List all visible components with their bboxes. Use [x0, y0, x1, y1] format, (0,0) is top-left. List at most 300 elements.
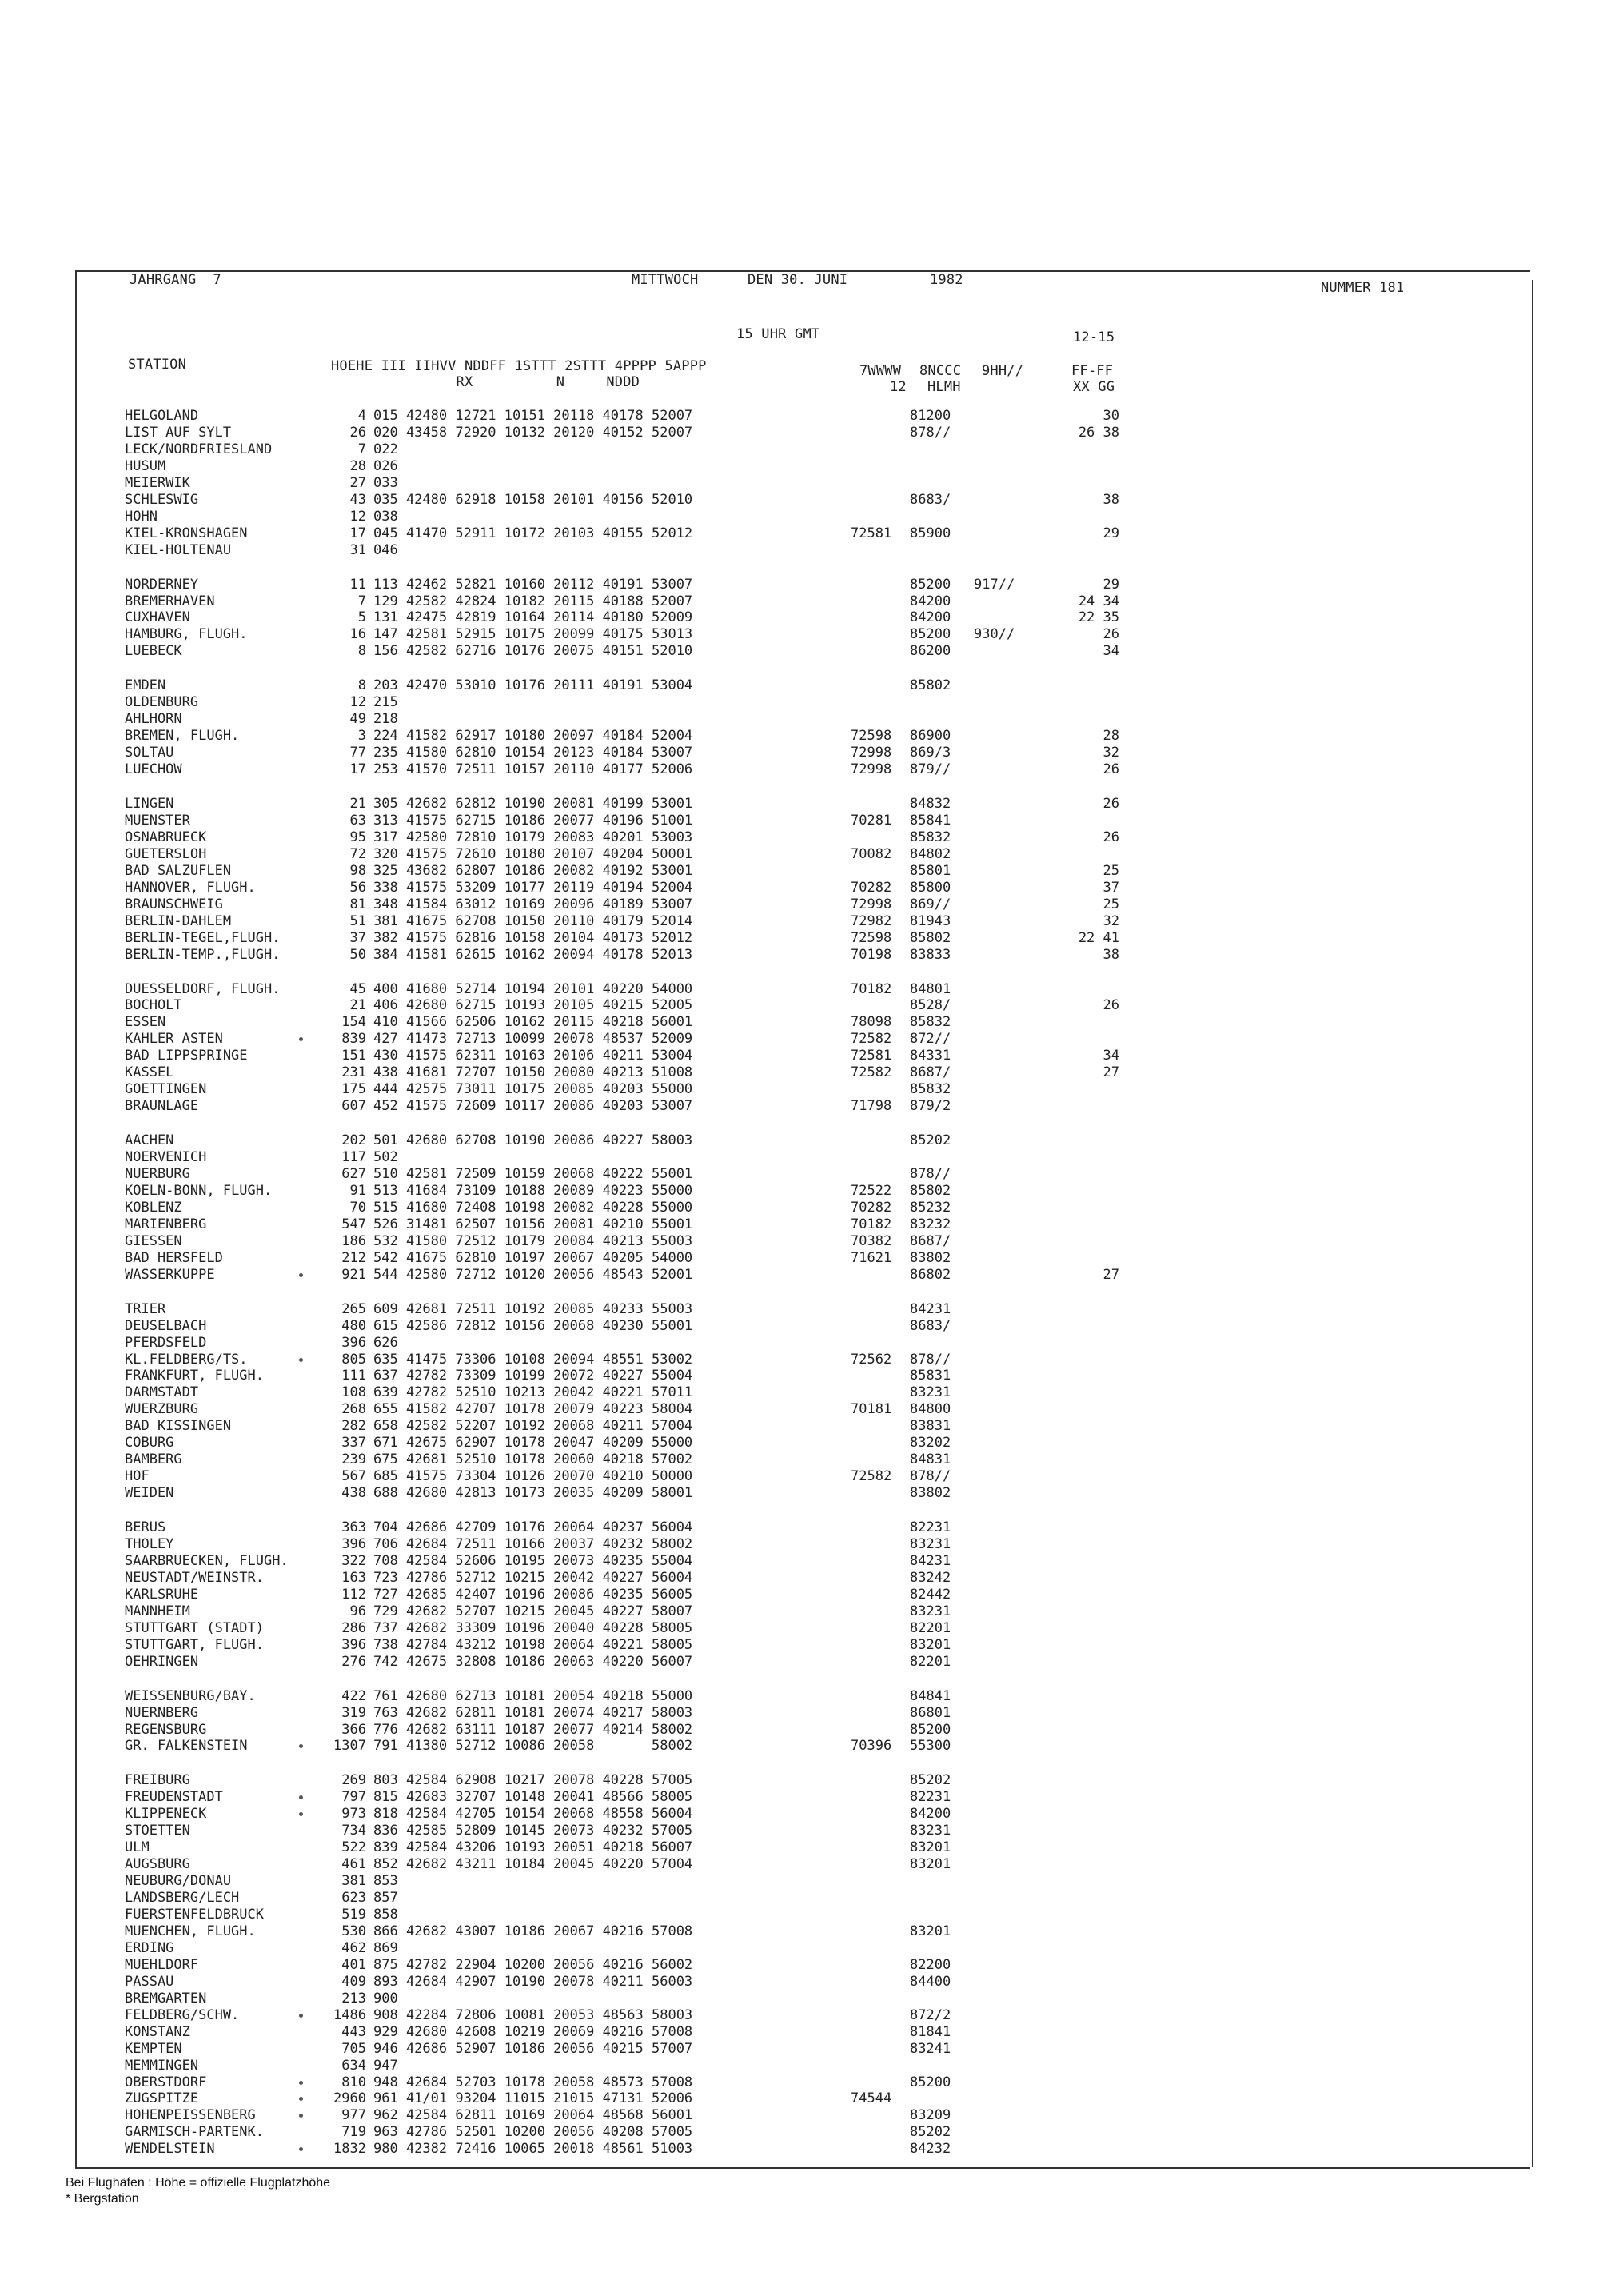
group-8nccc: 82442	[910, 1586, 951, 1603]
mountain-station-marker	[299, 1358, 303, 1362]
code-groups: 515 41680 72408 10198 20082 40228 55000	[373, 1199, 693, 1216]
code-groups: 818 42584 42705 10154 20068 48558 56004	[373, 1806, 693, 1823]
code-groups: 427 41473 72713 10099 20078 48537 52009	[373, 1031, 693, 1048]
code-groups: 963 42786 52501 10200 20056 40208 57005	[373, 2124, 693, 2141]
station-name: FELDBERG/SCHW.	[125, 2007, 240, 2023]
group-8nccc: 83231	[910, 1823, 951, 1839]
station-name: BRAUNSCHWEIG	[125, 896, 223, 912]
group-ff: 37	[1103, 879, 1119, 896]
station-name: HANNOVER, FLUGH.	[125, 879, 256, 896]
group-8nccc: 84800	[910, 1401, 951, 1418]
col-ff: FF-FF	[1071, 363, 1114, 379]
station-name: AHLHORN	[125, 711, 182, 728]
group-ff: 38	[1103, 491, 1119, 508]
station-name: BERUS	[125, 1519, 166, 1536]
hoehe-cell: 37	[349, 929, 366, 946]
code-groups: 723 42786 52712 10215 20042 40227 56004	[373, 1569, 693, 1586]
group-8nccc: 84231	[910, 1552, 951, 1569]
station-name: LINGEN	[125, 796, 174, 812]
group-7wwww: 70282	[851, 879, 892, 896]
hoehe-cell: 522	[341, 1839, 366, 1856]
code-groups: 946 42686 52907 10186 20056 40215 57007	[373, 2040, 693, 2057]
code-groups: 869	[373, 1939, 398, 1956]
code-groups: 026	[373, 457, 398, 474]
hoehe-cell: 461	[341, 1856, 366, 1873]
station-name: LECK/NORDFRIESLAND	[125, 441, 273, 457]
group-8nccc: 85832	[910, 1014, 951, 1031]
station-name: GUETERSLOH	[125, 845, 207, 862]
station-name: MUEHLDORF	[125, 1956, 199, 1973]
group-ff: 29	[1103, 525, 1119, 541]
station-name: DARMSTADT	[125, 1384, 199, 1401]
hoehe-cell: 627	[341, 1166, 366, 1182]
station-name: HOHENPEISSENBERG	[125, 2107, 256, 2124]
hoehe-cell: 17	[349, 525, 366, 541]
hoehe-cell: 438	[341, 1485, 366, 1502]
group-7wwww: 70198	[851, 946, 892, 963]
hoehe-cell: 319	[341, 1704, 366, 1721]
station-name: STUTTGART, FLUGH.	[125, 1636, 264, 1653]
group-ff: 26	[1103, 997, 1119, 1014]
group-8nccc: 85200	[910, 1721, 951, 1738]
code-groups: 858	[373, 1907, 398, 1923]
group-8nccc: 82201	[910, 1619, 951, 1636]
hoehe-cell: 63	[349, 812, 366, 829]
hoehe-cell: 810	[341, 2074, 366, 2090]
group-8nccc: 878//	[910, 1351, 951, 1368]
group-8nccc: 878//	[910, 424, 951, 441]
code-groups: 615 42586 72812 10156 20068 40230 55001	[373, 1317, 693, 1334]
group-8nccc: 84200	[910, 1806, 951, 1823]
code-groups: 609 42681 72511 10192 20085 40233 55003	[373, 1300, 693, 1317]
hoehe-cell: 567	[341, 1468, 366, 1485]
group-8nccc: 81943	[910, 912, 951, 929]
hoehe-cell: 239	[341, 1451, 366, 1468]
header-year: 1982	[930, 272, 963, 288]
station-name: ULM	[125, 1839, 150, 1856]
header-weekday: MITTWOCH	[632, 272, 699, 288]
station-name: MEIERWIK	[125, 474, 190, 491]
code-groups: 857	[373, 1890, 398, 1907]
hoehe-cell: 56	[349, 879, 366, 896]
code-groups: 317 42580 72810 10179 20083 40201 53003	[373, 829, 693, 845]
group-8nccc: 85802	[910, 929, 951, 946]
hoehe-cell: 50	[349, 946, 366, 963]
station-name: BOCHOLT	[125, 997, 182, 1014]
group-8nccc: 8683/	[910, 1317, 951, 1334]
group-8nccc: 85800	[910, 879, 951, 896]
station-name: NEUBURG/DONAU	[125, 1873, 232, 1890]
hoehe-cell: 95	[349, 829, 366, 845]
group-8nccc: 869//	[910, 896, 951, 912]
station-name: HELGOLAND	[125, 408, 199, 424]
group-ff: 22 35	[1078, 609, 1119, 626]
hoehe-cell: 7	[357, 441, 366, 457]
code-groups: 382 41575 62816 10158 20104 40173 52012	[373, 929, 693, 946]
col-main: HOEHE III IIHVV NDDFF 1STTT 2STTT 4PPPP 5APPP	[331, 358, 707, 374]
group-8nccc: 84232	[910, 2141, 951, 2158]
station-name: MUENSTER	[125, 812, 190, 829]
group-8nccc: 85200	[910, 626, 951, 643]
group-9hh: 917//	[974, 576, 1015, 593]
station-name: LUECHOW	[125, 761, 182, 778]
station-name: AUGSBURG	[125, 1856, 190, 1873]
code-groups: 637 42782 73309 10199 20072 40227 55004	[373, 1368, 693, 1384]
code-groups: 675 42681 52510 10178 20060 40218 57002	[373, 1451, 693, 1468]
hoehe-cell: 7	[357, 593, 366, 609]
station-name: PFERDSFELD	[125, 1334, 207, 1351]
hoehe-cell: 12	[349, 508, 366, 525]
group-7wwww: 74544	[851, 2090, 892, 2107]
hoehe-cell: 96	[349, 1603, 366, 1619]
code-groups: 526 31481 62507 10156 20081 40210 55001	[373, 1216, 693, 1232]
hoehe-cell: 70	[349, 1199, 366, 1216]
code-groups: 406 42680 62715 10193 20105 40215 52005	[373, 997, 693, 1014]
station-name: KL.FELDBERG/TS.	[125, 1351, 248, 1368]
group-8nccc: 85202	[910, 2124, 951, 2141]
group-7wwww: 72582	[851, 1468, 892, 1485]
station-name: DEUSELBACH	[125, 1317, 207, 1334]
group-7wwww: 70182	[851, 1216, 892, 1232]
station-name: THOLEY	[125, 1536, 174, 1552]
hoehe-cell: 363	[341, 1519, 366, 1536]
hoehe-cell: 49	[349, 711, 366, 728]
hoehe-cell: 519	[341, 1907, 366, 1923]
group-ff: 30	[1103, 408, 1119, 424]
group-7wwww: 70281	[851, 812, 892, 829]
group-8nccc: 85200	[910, 576, 951, 593]
group-8nccc: 8528/	[910, 997, 951, 1014]
code-groups: 532 41580 72512 10179 20084 40213 55003	[373, 1232, 693, 1249]
group-7wwww: 78098	[851, 1014, 892, 1031]
group-8nccc: 8687/	[910, 1232, 951, 1249]
code-groups: 708 42584 52606 10195 20073 40235 55004	[373, 1552, 693, 1569]
group-7wwww: 72998	[851, 761, 892, 778]
hoehe-cell: 28	[349, 457, 366, 474]
station-name: ERDING	[125, 1939, 174, 1956]
code-groups: 763 42682 62811 10181 20074 40217 58003	[373, 1704, 693, 1721]
col-8nccc: 8NCCC	[919, 363, 962, 379]
code-groups: 803 42584 62908 10217 20078 40228 57005	[373, 1772, 693, 1789]
hoehe-cell: 202	[341, 1132, 366, 1149]
group-8nccc: 869/3	[910, 745, 951, 761]
station-name: BAD SALZUFLEN	[125, 862, 232, 879]
station-name: ESSEN	[125, 1014, 166, 1031]
station-name: BAD KISSINGEN	[125, 1418, 232, 1435]
code-groups: 626	[373, 1334, 398, 1351]
group-ff: 26	[1103, 796, 1119, 812]
group-8nccc: 83242	[910, 1569, 951, 1586]
station-name: PASSAU	[125, 1973, 174, 1990]
station-name: KOBLENZ	[125, 1199, 182, 1216]
hoehe-cell: 98	[349, 862, 366, 879]
hoehe-cell: 108	[341, 1384, 366, 1401]
group-7wwww: 72581	[851, 1048, 892, 1064]
hoehe-cell: 77	[349, 745, 366, 761]
group-8nccc: 83231	[910, 1536, 951, 1552]
group-7wwww: 70282	[851, 1199, 892, 1216]
hoehe-cell: 1307	[333, 1738, 366, 1755]
station-name: OLDENBURG	[125, 694, 199, 711]
hoehe-cell: 396	[341, 1636, 366, 1653]
group-8nccc: 84200	[910, 609, 951, 626]
group-8nccc: 86801	[910, 1704, 951, 1721]
station-name: KONSTANZ	[125, 2023, 190, 2040]
station-name: REGENSBURG	[125, 1721, 207, 1738]
group-8nccc: 86200	[910, 643, 951, 660]
group-7wwww: 70082	[851, 845, 892, 862]
station-name: LANDSBERG/LECH	[125, 1890, 240, 1907]
hoehe-cell: 366	[341, 1721, 366, 1738]
group-ff: 34	[1103, 643, 1119, 660]
group-8nccc: 84400	[910, 1973, 951, 1990]
group-8nccc: 84831	[910, 1451, 951, 1468]
station-name: MARIENBERG	[125, 1216, 207, 1232]
group-ff: 24 34	[1078, 593, 1119, 609]
station-name: GARMISCH-PARTENK.	[125, 2124, 264, 2141]
header-jahrgang: JAHRGANG 7	[130, 272, 221, 288]
station-name: SOLTAU	[125, 745, 174, 761]
code-groups: 866 42682 43007 10186 20067 40216 57008	[373, 1923, 693, 1939]
group-7wwww: 71621	[851, 1249, 892, 1266]
station-name: SCHLESWIG	[125, 491, 199, 508]
code-groups: 961 41/01 93204 11015 21015 47131 52006	[373, 2090, 693, 2107]
hoehe-cell: 623	[341, 1890, 366, 1907]
hoehe-cell: 443	[341, 2023, 366, 2040]
code-groups: 430 41575 62311 10163 20106 40211 53004	[373, 1048, 693, 1064]
group-7wwww: 72598	[851, 929, 892, 946]
hoehe-cell: 43	[349, 491, 366, 508]
code-groups: 020 43458 72920 10132 20120 40152 52007	[373, 424, 693, 441]
station-name: NEUSTADT/WEINSTR.	[125, 1569, 264, 1586]
group-7wwww: 72982	[851, 912, 892, 929]
station-name: LIST AUF SYLT	[125, 424, 232, 441]
group-ff: 25	[1103, 862, 1119, 879]
code-groups: 742 42675 32808 10186 20063 40220 56007	[373, 1653, 693, 1670]
station-name: KASSEL	[125, 1064, 174, 1081]
hoehe-cell: 175	[341, 1081, 366, 1098]
hoehe-cell: 268	[341, 1401, 366, 1418]
group-8nccc: 83833	[910, 946, 951, 963]
code-groups: 320 41575 72610 10180 20107 40204 50001	[373, 845, 693, 862]
code-groups: 980 42382 72416 10065 20018 48561 51003	[373, 2141, 693, 2158]
col-7wwww: 7WWWW	[859, 363, 902, 379]
hoehe-cell: 401	[341, 1956, 366, 1973]
station-name: WUERZBURG	[125, 1401, 199, 1418]
code-groups: 791 41380 52712 10086 20058 58002	[373, 1738, 693, 1755]
group-7wwww: 72522	[851, 1182, 892, 1199]
station-name: BRAUNLAGE	[125, 1098, 199, 1115]
hoehe-cell: 282	[341, 1418, 366, 1435]
hoehe-cell: 530	[341, 1923, 366, 1939]
code-groups: 639 42782 52510 10213 20042 40221 57011	[373, 1384, 693, 1401]
station-name: MEMMINGEN	[125, 2057, 199, 2074]
station-name: NUERNBERG	[125, 1704, 199, 1721]
station-name: FREIBURG	[125, 1772, 190, 1789]
hoehe-cell: 51	[349, 912, 366, 929]
code-groups: 046	[373, 541, 398, 558]
hoehe-cell: 81	[349, 896, 366, 912]
code-groups: 501 42680 62708 10190 20086 40227 58003	[373, 1132, 693, 1149]
station-name: WEISSENBURG/BAY.	[125, 1687, 256, 1704]
station-name: FREUDENSTADT	[125, 1789, 223, 1806]
code-groups: 852 42682 43211 10184 20045 40220 57004	[373, 1856, 693, 1873]
hoehe-cell: 396	[341, 1536, 366, 1552]
hoehe-cell: 117	[341, 1149, 366, 1166]
code-groups: 875 42782 22904 10200 20056 40216 56002	[373, 1956, 693, 1973]
hoehe-cell: 186	[341, 1232, 366, 1249]
station-name: WEIDEN	[125, 1485, 174, 1502]
hoehe-cell: 805	[341, 1351, 366, 1368]
code-groups: 947	[373, 2057, 398, 2074]
code-groups: 410 41566 62506 10162 20115 40218 56001	[373, 1014, 693, 1031]
header-time: 15 UHR GMT	[736, 326, 820, 342]
station-name: BERLIN-TEMP.,FLUGH.	[125, 946, 281, 963]
hoehe-cell: 111	[341, 1368, 366, 1384]
station-name: OSNABRUECK	[125, 829, 207, 845]
group-8nccc: 872//	[910, 1031, 951, 1048]
code-groups: 900	[373, 1990, 398, 2007]
station-name: GR. FALKENSTEIN	[125, 1738, 248, 1755]
group-8nccc: 85202	[910, 1772, 951, 1789]
hoehe-cell: 322	[341, 1552, 366, 1569]
hoehe-cell: 91	[349, 1182, 366, 1199]
code-groups: 253 41570 72511 10157 20110 40177 52006	[373, 761, 693, 778]
station-name: CUXHAVEN	[125, 609, 190, 626]
code-groups: 452 41575 72609 10117 20086 40203 53007	[373, 1098, 693, 1115]
code-groups: 542 41675 62810 10197 20067 40205 54000	[373, 1249, 693, 1266]
hoehe-cell: 1486	[333, 2007, 366, 2023]
group-8nccc: 85232	[910, 1199, 951, 1216]
station-name: BAD LIPPSPRINGE	[125, 1048, 248, 1064]
station-name: STOETTEN	[125, 1823, 190, 1839]
group-7wwww: 72582	[851, 1064, 892, 1081]
station-name: NOERVENICH	[125, 1149, 207, 1166]
col-9hh: 9HH//	[982, 363, 1024, 379]
code-groups: 737 42682 33309 10196 20040 40228 58005	[373, 1619, 693, 1636]
code-groups: 156 42582 62716 10176 20075 40151 52010	[373, 643, 693, 660]
group-8nccc: 83201	[910, 1839, 951, 1856]
code-groups: 502	[373, 1149, 398, 1166]
station-name: BREMEN, FLUGH.	[125, 728, 240, 745]
code-groups: 704 42686 42709 10176 20064 40237 56004	[373, 1519, 693, 1536]
code-groups: 381 41675 62708 10150 20110 40179 52014	[373, 912, 693, 929]
mountain-station-marker	[299, 1273, 303, 1277]
code-groups: 438 41681 72707 10150 20080 40213 51008	[373, 1064, 693, 1081]
group-7wwww: 72581	[851, 525, 892, 541]
group-8nccc: 84802	[910, 845, 951, 862]
col-7wwww-sub: 12	[890, 379, 907, 395]
hoehe-cell: 4	[357, 408, 366, 424]
header-date: DEN 30. JUNI	[748, 272, 848, 288]
station-name: TRIER	[125, 1300, 166, 1317]
group-8nccc: 83831	[910, 1418, 951, 1435]
footnote-airport-height: Bei Flughäfen : Höhe = offizielle Flugplatzhöhe	[66, 2176, 331, 2190]
group-8nccc: 83802	[910, 1249, 951, 1266]
code-groups: 305 42682 62812 10190 20081 40199 53001	[373, 796, 693, 812]
code-groups: 400 41680 52714 10194 20101 40220 54000	[373, 980, 693, 997]
header-range: 12-15	[1073, 329, 1115, 345]
group-ff: 26	[1103, 626, 1119, 643]
station-name: FUERSTENFELDBRUCK	[125, 1907, 264, 1923]
group-ff: 26	[1103, 829, 1119, 845]
hoehe-cell: 154	[341, 1014, 366, 1031]
group-8nccc: 85900	[910, 525, 951, 541]
mountain-station-marker	[299, 2014, 303, 2018]
group-ff: 34	[1103, 1048, 1119, 1064]
code-groups: 658 42582 52207 10192 20068 40211 57004	[373, 1418, 693, 1435]
group-8nccc: 82231	[910, 1789, 951, 1806]
station-name: SAARBRUECKEN, FLUGH.	[125, 1552, 289, 1569]
code-groups: 776 42682 63111 10187 20077 40214 58002	[373, 1721, 693, 1738]
station-name: DUESSELDORF, FLUGH.	[125, 980, 281, 997]
code-groups: 045 41470 52911 10172 20103 40155 52012	[373, 525, 693, 541]
code-groups: 727 42685 42407 10196 20086 40235 56005	[373, 1586, 693, 1603]
hoehe-cell: 977	[341, 2107, 366, 2124]
code-groups: 129 42582 42824 10182 20115 40188 52007	[373, 593, 693, 609]
group-ff: 29	[1103, 576, 1119, 593]
col-main-sub: RX N NDDD	[331, 374, 640, 390]
group-8nccc: 84832	[910, 796, 951, 812]
footnote-mountain-label: Bergstation	[74, 2192, 139, 2206]
group-8nccc: 83231	[910, 1603, 951, 1619]
code-groups: 215	[373, 694, 398, 711]
footnote-mountain-station: * Bergstation	[66, 2192, 139, 2206]
group-8nccc: 83201	[910, 1923, 951, 1939]
hoehe-cell: 462	[341, 1939, 366, 1956]
group-8nccc: 879/2	[910, 1098, 951, 1115]
station-name: ZUGSPITZE	[125, 2090, 199, 2107]
code-groups: 729 42682 52707 10215 20045 40227 58007	[373, 1603, 693, 1619]
code-groups: 384 41581 62615 10162 20094 40178 52013	[373, 946, 693, 963]
hoehe-cell: 26	[349, 424, 366, 441]
code-groups: 235 41580 62810 10154 20123 40184 53007	[373, 745, 693, 761]
code-groups: 038	[373, 508, 398, 525]
station-name: HOHN	[125, 508, 158, 525]
group-ff: 32	[1103, 912, 1119, 929]
hoehe-cell: 719	[341, 2124, 366, 2141]
group-8nccc: 84331	[910, 1048, 951, 1064]
code-groups: 908 42284 72806 10081 20053 48563 58003	[373, 2007, 693, 2023]
station-name: EMDEN	[125, 677, 166, 694]
group-8nccc: 83231	[910, 1384, 951, 1401]
hoehe-cell: 337	[341, 1435, 366, 1451]
hoehe-cell: 269	[341, 1772, 366, 1789]
group-7wwww: 71798	[851, 1098, 892, 1115]
hoehe-cell: 27	[349, 474, 366, 491]
group-8nccc: 83802	[910, 1485, 951, 1502]
station-name: KARLSRUHE	[125, 1586, 199, 1603]
hoehe-cell: 1832	[333, 2141, 366, 2158]
group-8nccc: 86802	[910, 1266, 951, 1283]
hoehe-cell: 734	[341, 1823, 366, 1839]
hoehe-cell: 286	[341, 1619, 366, 1636]
group-8nccc: 82231	[910, 1519, 951, 1536]
hoehe-cell: 276	[341, 1653, 366, 1670]
code-groups: 513 41684 73109 10188 20089 40223 55000	[373, 1182, 693, 1199]
code-groups: 815 42683 32707 10148 20041 48566 58005	[373, 1789, 693, 1806]
hoehe-cell: 231	[341, 1064, 366, 1081]
station-name: MANNHEIM	[125, 1603, 190, 1619]
hoehe-cell: 11	[349, 576, 366, 593]
code-groups: 685 41575 73304 10126 20070 40210 50000	[373, 1468, 693, 1485]
group-8nccc: 879//	[910, 761, 951, 778]
code-groups: 706 42684 72511 10166 20037 40232 58002	[373, 1536, 693, 1552]
group-ff: 27	[1103, 1266, 1119, 1283]
hoehe-cell: 265	[341, 1300, 366, 1317]
station-name: MUENCHEN, FLUGH.	[125, 1923, 256, 1939]
code-groups: 348 41584 63012 10169 20096 40189 53007	[373, 896, 693, 912]
